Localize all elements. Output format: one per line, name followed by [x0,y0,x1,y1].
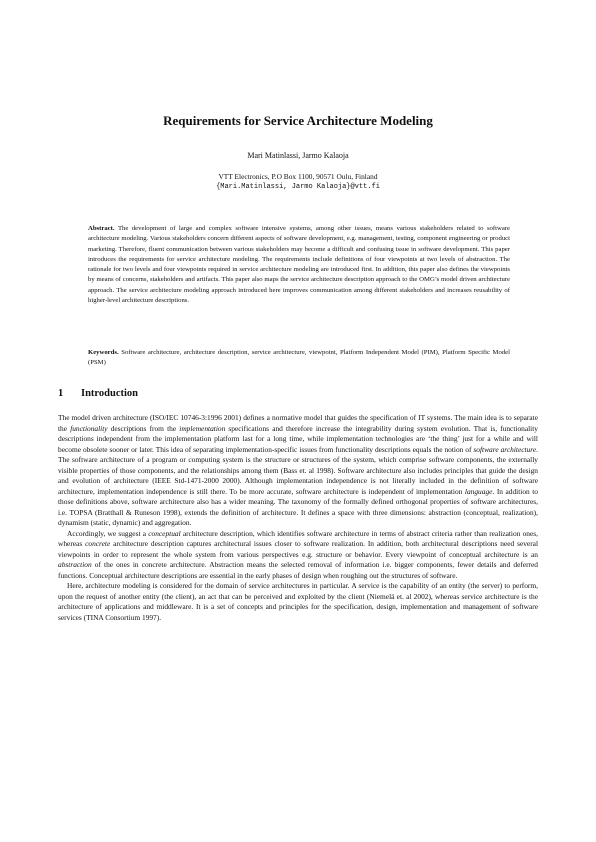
body-paragraph-1: The model driven architecture (ISO/IEC 10746-3:1996 2001) defines a normative model that guides the specification of IT systems. The main idea is to separate the functionality descriptions from the implementation specifications and therefore increase the integrability during system evolution. That is, functionality descriptions independent from the implementation platform last for a long time, while implementation technologies are ‘the thing’ just for a while and will become obsolete sooner or later. This idea of separating implementation-specific issues from functionality descriptions equals the notion of software architecture. The software architecture of a program or computing system is the structure or structures of the system, which comprise software components, the externally visible properties of those components, and the relationships among them (Bass et. al 1998). Software architecture also includes principles that guide the design and evolution of architecture (IEEE Std-1471-2000 2000). Although implementation independence is not literally included in the definition of software architecture, implementation independence is still there. To be more accurate, software architecture is independent of implementation language. In addition to those definitions above, software architecture also has a wider meaning. The taxonomy of the formally defined orthogonal properties of software architectures, i.e. TOPSA (Bratthall & Runeson 1998), extends the definition of architecture. It defines a space with three dimensions: abstraction (conceptual, realization), dynamism (static, dynamic) and aggregation. [58,413,538,527]
body-paragraph-3: Here, architecture modeling is considered for the domain of service architectures in particular. A service is the capability of an entity (the server) to perform, upon the request of another entity (the client), an act that can be perceived and exploited by the client (Niemelä et. al 2002), whereas service architecture is the architecture of applications and middleware. It is a set of concepts and principles for the specification, design, implementation and management of software services (TINA Consortium 1997). [58,581,538,622]
section-title: Introduction [81,388,138,399]
abstract-block [88,224,510,306]
author-affiliation: VTT Electronics, P.O Box 1100, 90571 Oulu, Finland [218,172,378,181]
section-heading [58,387,538,400]
paper-title: Requirements for Service Architecture Modeling [163,113,433,128]
paper-authors: Mari Matinlassi, Jarmo Kalaoja [247,151,349,160]
abstract-text: The development of large and complex software intensive systems, among other issues, means various stakeholders related to software architecture modeling. Various stakeholders concern different aspects of software development, e.g. management, testing, component engineering or product marketing. Therefore, fluent communication between various stakeholders may become a difficult and confusing issue in software development. This paper introduces the requirements for service architecture modeling. The requirements include definitions of four viewpoints at two levels of abstraction. The rationale for two levels and four viewpoints required in service architecture modeling are introduced first. In addition, this paper also defines the viewpoints by means of concerns, stakeholders and artifacts. This paper also maps the service architecture description approach to the OMG’s model driven architecture approach. The service architecture modeling approach introduced here improves communication among different stakeholders and increases reusability of higher-level architecture descriptions. [88,225,510,305]
section-number: 1 [58,388,64,399]
body-text [58,413,538,623]
keywords-label: Keywords. [88,349,119,356]
keywords-block [88,348,510,369]
author-email: {Mari.Matinlassi, Jarmo Kalaoja}@vtt.fi [216,183,380,191]
emphasis-implementation: implementation [179,423,226,433]
emphasis-language: language [464,486,493,496]
emphasis-functionality: functionality [70,423,108,433]
emphasis-software-architecture: software architecture [473,444,537,454]
emphasis-concrete: concrete [85,539,111,548]
body-paragraph-2: Accordingly, we suggest a conceptual architecture description, which identifies software architecture in terms of abstract criteria rather than realization ones, whereas concrete architecture description captures architectural issues closer to software realization. In addition, both architectural descriptions need several viewpoints in order to represent the whole system from various perspectives e.g. structure or behavior. Every viewpoint of conceptual architecture is an abstraction of the ones in concrete architecture. Abstraction means the selected removal of information i.e. bigger components, fewer details and deferred functions. Conceptual architecture descriptions are essential in the early phases of design when roughing out the structures of software. [58,528,538,580]
emphasis-conceptual: conceptual [148,528,181,538]
abstract-label: Abstract. [88,225,115,232]
emphasis-abstraction: abstraction [58,560,92,569]
keywords-text: Software architecture, architecture description, service architecture, viewpoint, Platform Independent Model (PIM), Platform Specific Model (PSM) [88,349,511,367]
